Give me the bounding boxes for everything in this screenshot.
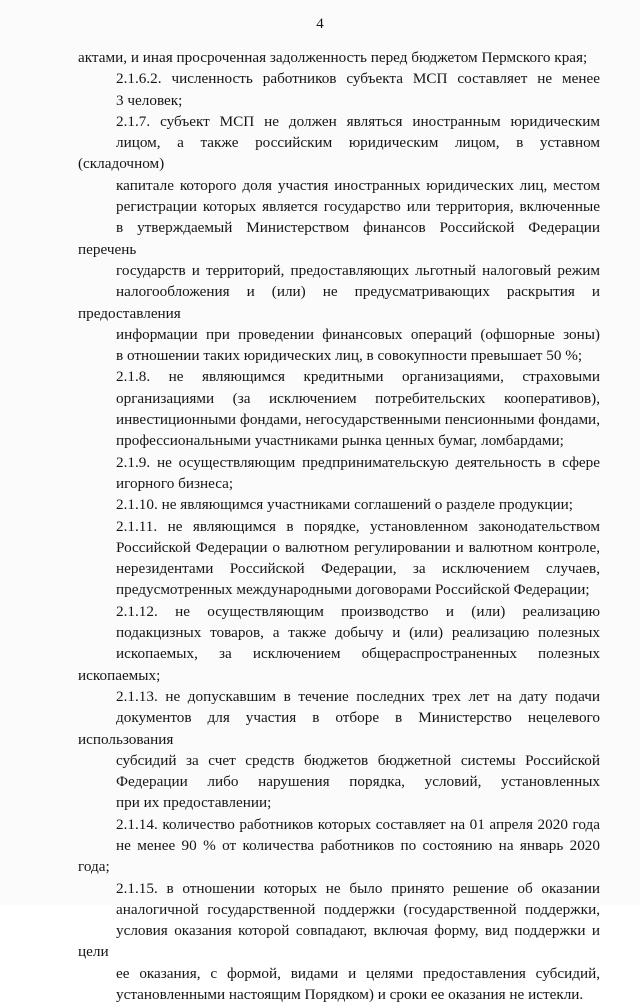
text-line: организациями (за исключением потребительских кооперативов), bbox=[116, 389, 600, 407]
paragraph-2-1-11 bbox=[78, 516, 600, 601]
text-line: 2.1.13. не допускавшим в течение последних трех лет на дату подачи bbox=[116, 687, 600, 705]
text-line: предусмотренных международными договорами Российской Федерации; bbox=[116, 581, 590, 599]
text-line: при их предоставлении; bbox=[116, 794, 272, 812]
text-line: инвестиционными фондами, негосударственными пенсионными фондами, bbox=[116, 411, 600, 429]
text-line: профессиональными участниками рынка ценных бумаг, ломбардами; bbox=[116, 432, 564, 450]
text-line: 2.1.10. не являющимся участниками соглашений о разделе продукции; bbox=[116, 496, 574, 514]
text-line: капитале которого доля участия иностранных юридических лиц, местом bbox=[116, 176, 600, 194]
text-line: 3 человек; bbox=[116, 91, 183, 109]
text-line: актами, и иная просроченная задолженность перед бюджетом Пермского края; bbox=[78, 49, 588, 66]
text-line: 2.1.15. в отношении которых не было принято решение об оказании bbox=[116, 879, 600, 897]
text-line: государств и территорий, предоставляющих льготный налоговый режим bbox=[116, 261, 600, 279]
paragraph-cont bbox=[78, 47, 600, 68]
paragraph-2-1-15 bbox=[78, 878, 600, 1005]
text-line: не менее 90 % от количества работников по состоянию на январь 2020 года; bbox=[78, 836, 600, 876]
paragraph-2-1-9 bbox=[78, 452, 600, 495]
text-line: 2.1.6.2. численность работников субъекта МСП составляет не менее bbox=[116, 70, 600, 88]
text-line: лицом, а также российским юридическим лицом, в уставном (складочном) bbox=[78, 134, 600, 173]
text-line: 2.1.8. не являющимся кредитными организациями, страховыми bbox=[116, 368, 600, 386]
text-line: 2.1.7. субъект МСП не должен являться иностранным юридическим bbox=[116, 112, 600, 130]
paragraph-2-1-12 bbox=[78, 601, 600, 686]
text-line: 2.1.11. не являющимся в порядке, установленном законодательством bbox=[116, 517, 600, 535]
text-line: ископаемых, за исключением общераспространенных полезных ископаемых; bbox=[78, 645, 600, 684]
text-line: в отношении таких юридических лиц, в совокупности превышает 50 %; bbox=[116, 347, 583, 365]
text-line: аналогичной государственной поддержки (государственной поддержки, bbox=[116, 900, 600, 918]
text-line: документов для участия в отборе в Министерство нецелевого использования bbox=[78, 709, 600, 748]
text-line: информации при проведении финансовых операций (офшорные зоны) bbox=[116, 325, 600, 343]
text-line: Федерации либо нарушения порядка, условий, установленных bbox=[116, 773, 600, 791]
page-number: 4 bbox=[316, 16, 324, 32]
text-line: регистрации которых является государство или территория, включенные bbox=[116, 198, 600, 216]
text-line: условия оказания которой совпадают, включая форму, вид поддержки и цели bbox=[78, 922, 600, 961]
text-line: подакцизных товаров, а также добычу и (или) реализацию полезных bbox=[116, 624, 600, 642]
text-line: Российской Федерации о валютном регулировании и валютном контроле, bbox=[116, 538, 600, 556]
document-body bbox=[78, 47, 600, 1005]
text-line: ее оказания, с формой, видами и целями предоставления субсидий, bbox=[116, 964, 600, 982]
paragraph-2-1-10 bbox=[78, 494, 600, 515]
text-line: игорного бизнеса; bbox=[116, 474, 234, 492]
paragraph-2-1-13 bbox=[78, 686, 600, 814]
text-line: 2.1.14. количество работников которых составляет на 01 апреля 2020 года bbox=[116, 815, 600, 833]
text-line: нерезидентами Российской Федерации, за исключением случаев, bbox=[116, 560, 600, 578]
paragraph-2-1-14 bbox=[78, 814, 600, 878]
text-line: налогообложения и (или) не предусматривающих раскрытия и предоставления bbox=[78, 283, 600, 322]
paragraph-2-1-6-2 bbox=[78, 68, 600, 111]
text-line: установленными настоящим Порядком) и сроки ее оказания не истекли. bbox=[116, 986, 584, 1004]
paragraph-2-1-8 bbox=[78, 366, 600, 451]
text-line: субсидий за счет средств бюджетов бюджетной системы Российской bbox=[116, 751, 600, 769]
text-line: 2.1.9. не осуществляющим предпринимательскую деятельность в сфере bbox=[116, 453, 600, 471]
paragraph-2-1-7 bbox=[78, 111, 600, 367]
text-line: в утверждаемый Министерством финансов Российской Федерации перечень bbox=[78, 219, 600, 258]
text-line: 2.1.12. не осуществляющим производство и (или) реализацию bbox=[116, 602, 600, 620]
